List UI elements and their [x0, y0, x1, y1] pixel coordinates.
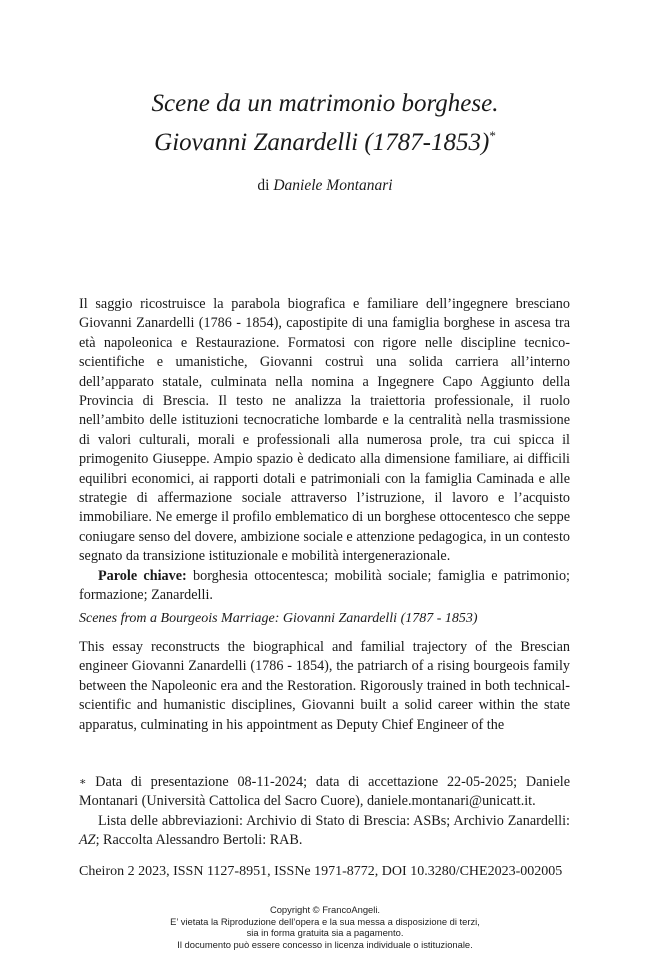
title-line-2-text: Giovanni Zanardelli (1787-1853)	[154, 129, 490, 156]
footnotes	[79, 773, 570, 851]
copyright-line-1: Copyright © FrancoAngeli.	[269, 904, 381, 915]
keywords	[79, 567, 570, 606]
article-title	[0, 88, 650, 159]
copyright-notice	[0, 904, 650, 950]
abstract-english: This essay reconstructs the biographical and familial trajectory of the Brescian engineer Giovanni Zanardelli (1786 - 1854), the patriarch of a rising bourgeois family between the Napoleonic era and the Restoration. Rigorously trained in both technical-scientific and humanistic disciplines, Giovanni built a solid career within the state apparatus, culminating in his appointment as Deputy Chief Engineer of the	[79, 639, 570, 733]
copyright-line-4: Il documento può essere concesso in licenza individuale o istituzionale.	[177, 938, 473, 950]
footnote-2	[79, 812, 570, 851]
footnote-2-prefix: Lista delle abbreviazioni: Archivio di Stato di Brescia: ASBs; Archivio Zanardelli:	[98, 812, 570, 829]
author-prefix: di	[257, 177, 270, 194]
copyright-line-2: E’ vietata la Riproduzione dell’opera e la sua messa a disposizione di terzi,	[170, 915, 480, 927]
abstract-italian	[79, 295, 570, 606]
copyright-line-3: sia in forma gratuita sia a pagamento.	[246, 927, 404, 939]
english-title: Scenes from a Bourgeois Marriage: Giovanni Zanardelli (1787 - 1853)	[79, 611, 478, 626]
keywords-text: borghesia ottocentesca; mobilità sociale; famiglia e patrimonio; formazione; Zanardelli.	[79, 567, 571, 604]
title-footnote-mark[interactable]: *	[489, 128, 496, 143]
footnote-2-suffix: ; Raccolta Alessandro Bertoli: RAB.	[95, 832, 303, 849]
title-line-2	[0, 120, 650, 159]
author-name: Daniele Montanari	[273, 177, 393, 194]
footnote-1-text: Data di presentazione 08-11-2024; data di accettazione 22-05-2025; Daniele Montanari (Università Cattolica del Sacro Cuore), daniele.montanari@unicatt.it.	[79, 774, 571, 810]
footnote-star: ∗	[79, 776, 87, 788]
footnote-1	[79, 773, 570, 812]
author-line	[0, 177, 650, 195]
title-line-1: Scene da un matrimonio borghese.	[151, 90, 499, 117]
abstract-italian-text: Il saggio ricostruisce la parabola biografica e familiare dell’ingegnere bresciano Giovanni Zanardelli (1786 - 1854), capostipite di una famiglia borghese in ascesa tra età napoleonica e Restaurazione. Formatosi con rigore nelle discipline tecnico-scientifiche e umanistiche, Giovanni costruì una solida carriera all’interno dell’apparato statale, culminata nella nomina a Ingegnere Capo Aggiunto della Provincia di Brescia. Il testo ne analizza la traiettoria professionale, il ruolo nell’ambito delle istituzioni tecnocratiche lombarde e la centralità nella trasmissione di valori culturali, morali e professionali alla numerosa prole, tra cui spicca il primogenito Giuseppe. Ampio spazio è dedicato alla dimensione familiare, ai difficili equilibri economici, ai rapporti dotali e patrimoniali con la famiglia Caminada e alle strategie di affermazione sociale attraverso l’istruzione, il lavoro e l’acquisto immobiliare. Ne emerge il profilo emblematico di un borghese ottocentesco che seppe coniugare senso del dovere, ambizione sociale e attenzione pedagogica, in un contesto segnato da transizione istituzionale e mobilità intergenerazionale.	[79, 296, 570, 565]
footnote-2-az: AZ	[79, 832, 96, 849]
journal-citation: Cheiron 2 2023, ISSN 1127-8951, ISSNe 1971-8772, DOI 10.3280/CHE2023-002005	[79, 864, 563, 879]
keywords-label: Parole chiave:	[98, 567, 187, 584]
